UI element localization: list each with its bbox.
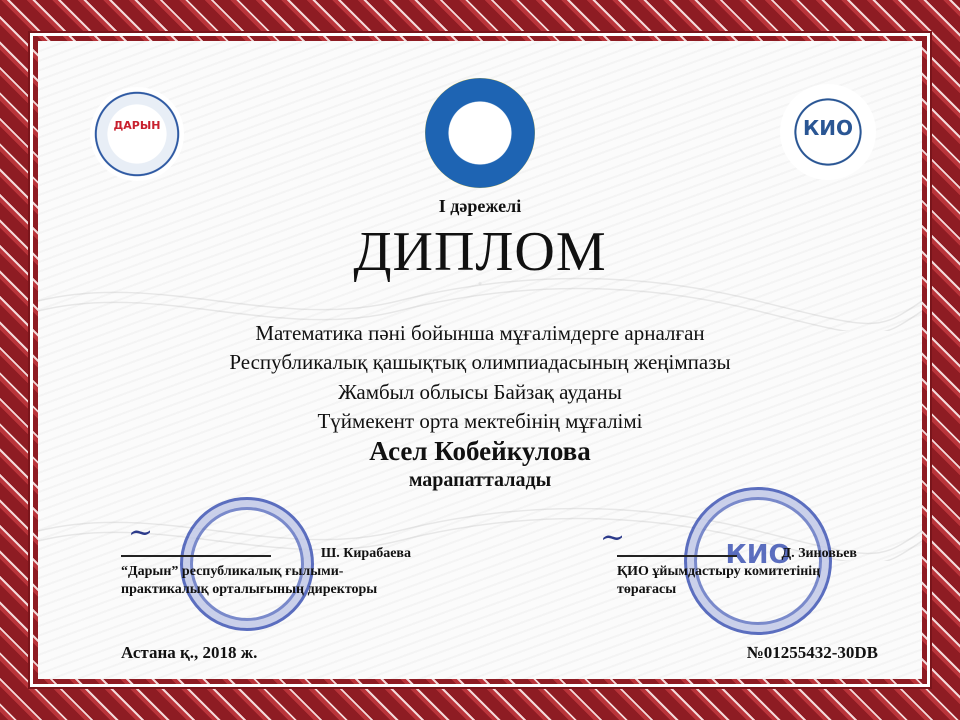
issue-place-date: Астана қ., 2018 ж. <box>121 643 258 662</box>
left-signature-line <box>121 555 271 557</box>
right-signature-line <box>617 555 737 557</box>
left-signer-name: Ш. Кирабаева <box>320 546 411 561</box>
award-line-4: Түймекент орта мектебінің мұғалімі <box>317 409 643 433</box>
award-line-3: Жамбыл облысы Байзақ ауданы <box>338 380 622 404</box>
daryn-emblem-label: ДАРЫН <box>113 119 161 132</box>
left-signer-position-1: “Дарын” республикалық ғылыми- <box>121 564 344 579</box>
kio-stamp-mark: КИО <box>725 540 791 570</box>
right-signer-position-2: төрағасы <box>617 582 677 597</box>
recipient-name: Асел Кобейкулова <box>369 436 591 466</box>
award-verb: марапатталады <box>408 469 552 491</box>
diploma-number: №01255432-30DB <box>746 643 878 662</box>
left-signer-position-2: практикалық орталығының директоры <box>121 582 378 597</box>
left-signature-block <box>121 545 411 599</box>
left-signature-scribble: ~ <box>128 515 154 550</box>
daryn-emblem-icon <box>90 87 184 181</box>
award-line-1: Математика пәні бойынша мұғалімдерге арналған <box>255 321 705 345</box>
kio-emblem-label: КИО <box>802 116 854 140</box>
award-line-2: Республикалық қашықтық олимпиадасының жеңімпазы <box>229 350 731 374</box>
right-signature-scribble: ~ <box>600 520 626 555</box>
right-signer-name: Д. Зиновьев <box>781 546 857 561</box>
right-signature-block <box>617 545 857 599</box>
ministry-emblem-icon <box>425 78 535 188</box>
diploma-degree: І дәрежелі <box>438 196 522 216</box>
right-signer-position-1: ҚИО ұйымдастыру комитетінің <box>617 564 821 579</box>
ministry-emblem-label: БҒМ <box>458 122 502 143</box>
diploma-title: ДИПЛОМ <box>353 221 607 283</box>
kio-emblem-icon <box>780 84 876 180</box>
